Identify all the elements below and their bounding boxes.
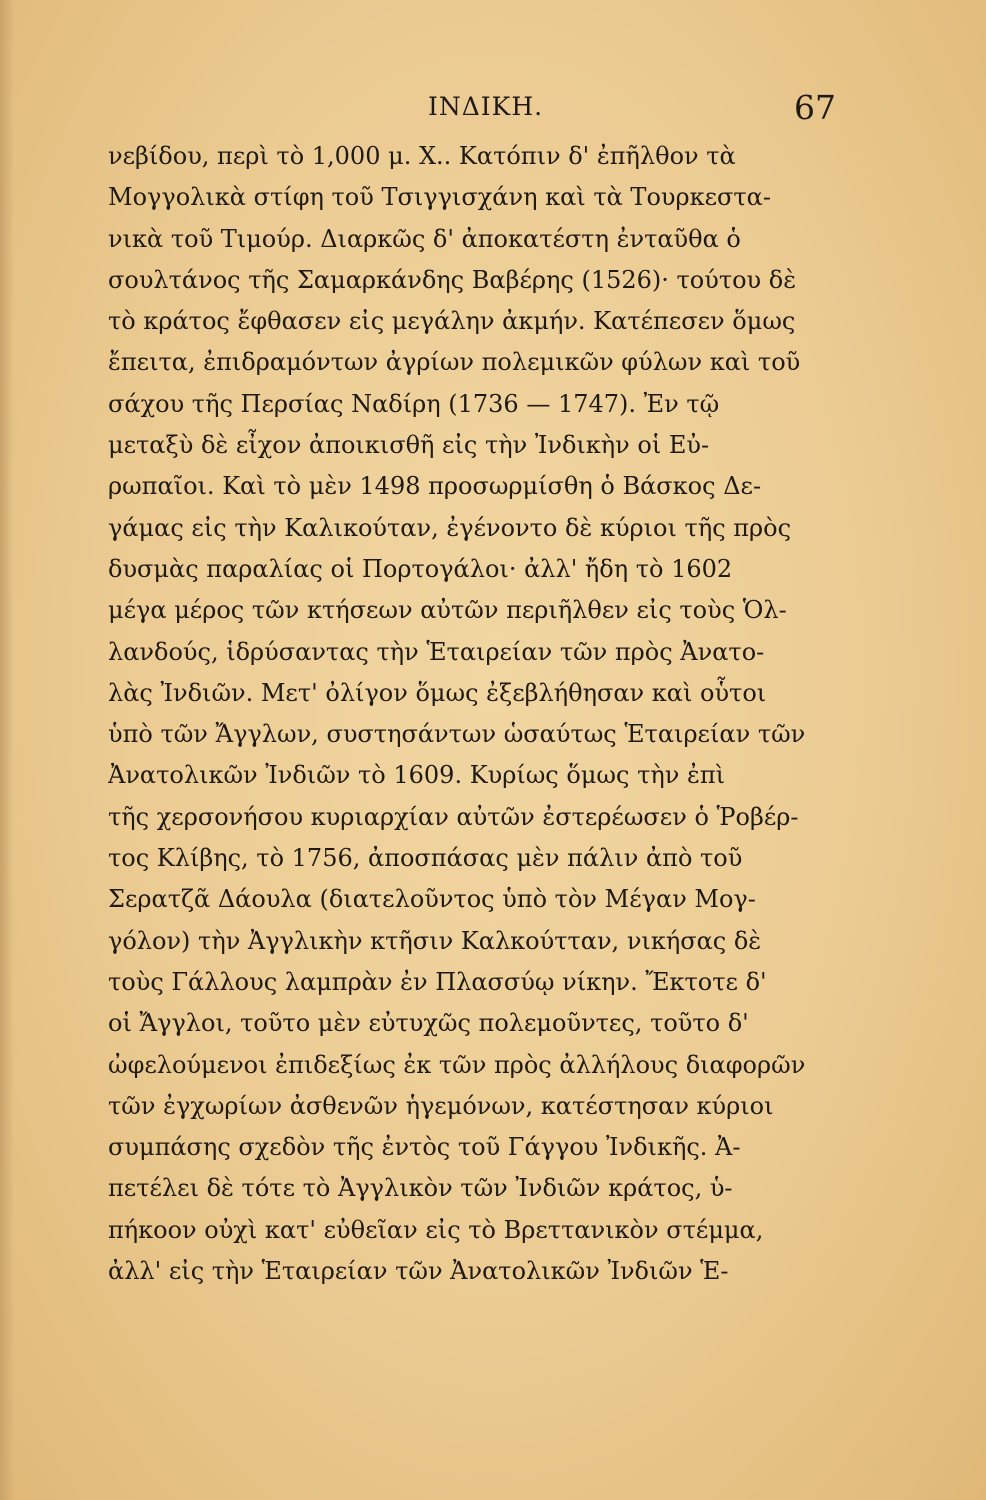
text-line: τοὺς Γάλλους λαμπρὰν ἐν Πλασσύῳ νίκην. Ἔκτοτε δ' (108, 967, 767, 996)
text-line: λανδούς, ἱδρύσαντας τὴν Ἑταιρείαν τῶν πρὸς Ἀνατο- (108, 637, 765, 666)
text-line: Μογγολικὰ στίφη τοῦ Τσιγγισχάνη καὶ τὰ Τουρκεστα- (108, 183, 771, 212)
page-header (0, 88, 986, 132)
text-line: λὰς Ἰνδιῶν. Μετ' ὀλίγον ὅμως ἐξεβλήθησαν καὶ οὗτοι (108, 678, 767, 707)
text-line: Ἀνατολικῶν Ἰνδιῶν τὸ 1609. Κυρίως ὅμως τὴν ἐπὶ (108, 761, 726, 790)
body-text (108, 136, 828, 1292)
text-line: νεβίδου, περὶ τὸ 1,000 μ. Χ.. Κατόπιν δ' ἐπῆλθον τὰ (108, 142, 736, 170)
text-line: ἀλλ' εἰς τὴν Ἑταιρείαν τῶν Ἀνατολικῶν Ἰνδιῶν Ἑ- (108, 1257, 729, 1286)
binding-edge (0, 0, 14, 1500)
text-line: ὠφελούμενοι ἐπιδεξίως ἐκ τῶν πρὸς ἀλλήλους διαφορῶν (108, 1050, 806, 1079)
text-line: τος Κλίβης, τὸ 1756, ἀποσπάσας μὲν πάλιν ἀπὸ τοῦ (108, 844, 743, 873)
text-line: σάχου τῆς Περσίας Ναδίρη (1736 — 1747). Ἐν τῷ (108, 389, 720, 418)
text-line: ὑπὸ τῶν Ἄγγλων, συστησάντων ὡσαύτως Ἑταιρείαν τῶν (108, 720, 806, 749)
text-line: τῶν ἐγχωρίων ἀσθενῶν ἡγεμόνων, κατέστησαν κύριοι (108, 1091, 774, 1120)
text-line: Σερατζᾶ Δάουλα (διατελοῦντος ὑπὸ τὸν Μέγαν Μογ- (108, 885, 756, 914)
page-number: 67 (794, 88, 836, 127)
text-line: πήκοον οὐχὶ κατ' εὐθεῖαν εἰς τὸ Βρεττανικὸν στέμμα, (108, 1215, 764, 1244)
text-line: οἱ Ἄγγλοι, τοῦτο μὲν εὐτυχῶς πολεμοῦντες, τοῦτο δ' (108, 1009, 749, 1038)
text-line: πετέλει δὲ τότε τὸ Ἀγγλικὸν τῶν Ἰνδιῶν κράτος, ὑ- (108, 1174, 733, 1203)
text-line: σουλτάνος τῆς Σαμαρκάνδης Βαβέρης (1526)· τούτου δὲ (108, 265, 797, 294)
text-line: τὸ κράτος ἔφθασεν εἰς μεγάλην ἀκμήν. Κατέπεσεν ὅμως (108, 307, 796, 336)
text-line: γάμας εἰς τὴν Καλικούταν, ἐγένοντο δὲ κύριοι τῆς πρὸς (108, 513, 792, 542)
text-line: μέγα μέρος τῶν κτήσεων αὐτῶν περιῆλθεν εἰς τοὺς Ὁλ- (108, 596, 787, 625)
text-line: ρωπαῖοι. Καὶ τὸ μὲν 1498 προσωρμίσθη ὁ Βάσκος Δε- (108, 472, 762, 501)
running-head: ΙΝΔΙΚΗ. (428, 92, 544, 121)
text-line: μεταξὺ δὲ εἶχον ἀποικισθῆ εἰς τὴν Ἰνδικὴν οἱ Εὐ- (108, 431, 710, 460)
text-line: γόλον) τὴν Ἀγγλικὴν κτῆσιν Καλκούτταν, νικήσας δὲ (108, 926, 762, 955)
text-line: τῆς χερσονήσου κυριαρχίαν αὐτῶν ἐστερέωσεν ὁ Ῥοβέρ- (108, 802, 799, 831)
text-line: νικὰ τοῦ Τιμούρ. Διαρκῶς δ' ἀποκατέστη ἐνταῦθα ὁ (108, 224, 741, 253)
text-line: συμπάσης σχεδὸν τῆς ἐντὸς τοῦ Γάγγου Ἰνδικῆς. Ἀ- (108, 1133, 741, 1162)
text-line: ἔπειτα, ἐπιδραμόντων ἀγρίων πολεμικῶν φύλων καὶ τοῦ (108, 348, 801, 377)
text-line: δυσμὰς παραλίας οἱ Πορτογάλοι· ἀλλ' ἤδη τὸ 1602 (108, 554, 733, 583)
